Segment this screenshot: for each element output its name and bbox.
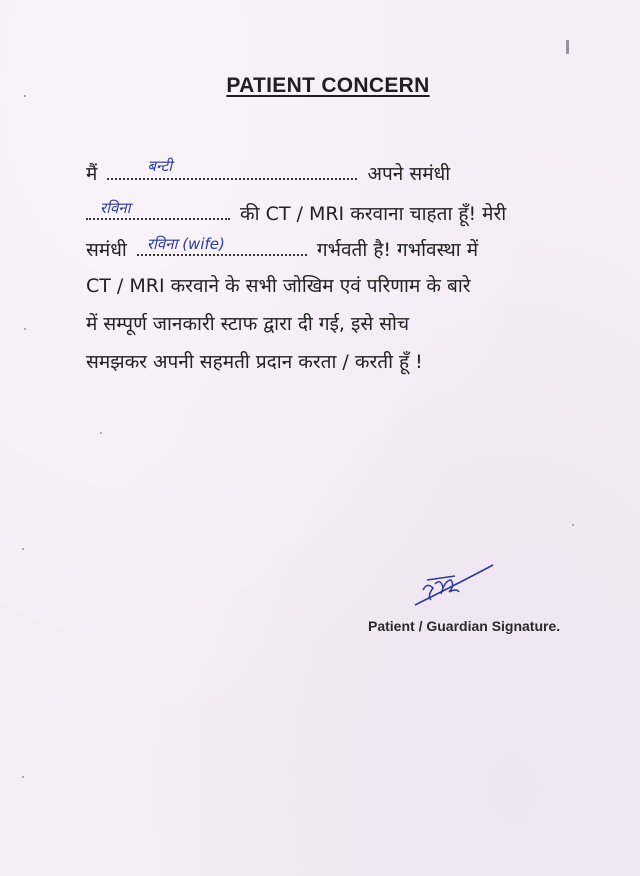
line3-suffix: गर्भवती है! गर्भावस्था में: [316, 239, 479, 261]
consent-line-1: [86, 157, 451, 186]
handwritten-relative-name: रविना: [100, 199, 131, 217]
consent-line-3: [86, 235, 479, 262]
form-title: PATIENT CONCERN: [226, 74, 430, 97]
line1-suffix: अपने समंधी: [367, 163, 451, 185]
handwritten-relative-detail: रविना (wife): [146, 235, 225, 253]
line1-blank: [107, 157, 357, 180]
scan-speck: [572, 524, 574, 526]
line3-prefix: समंधी: [86, 239, 127, 261]
signature-handwritten: [405, 560, 505, 615]
scan-speck: [22, 548, 24, 550]
scan-mark: [566, 40, 569, 54]
line2-suffix: की CT / MRI करवाना चाहता हूँ! मेरी: [240, 203, 507, 225]
scan-speck: [100, 432, 102, 434]
consent-line-6: समझकर अपनी सहमती प्रदान करता / करती हूँ !: [86, 351, 423, 373]
scan-speck: [24, 328, 26, 330]
consent-line-2: [86, 199, 507, 226]
signature-caption: Patient / Guardian Signature.: [368, 618, 561, 634]
line1-prefix: मैं: [86, 163, 98, 185]
handwritten-name-1: बन्टी: [147, 157, 173, 175]
scan-speck: [24, 95, 26, 97]
scan-speck: [22, 776, 24, 778]
consent-line-5: में सम्पूर्ण जानकारी स्टाफ द्वारा दी गई, इसे सोच: [86, 313, 410, 335]
consent-line-4: CT / MRI करवाने के सभी जोखिम एवं परिणाम के बारे: [86, 275, 471, 297]
signature-stroke-graphic: [405, 560, 505, 615]
line3-blank: [137, 235, 307, 256]
line2-blank: [86, 199, 230, 220]
